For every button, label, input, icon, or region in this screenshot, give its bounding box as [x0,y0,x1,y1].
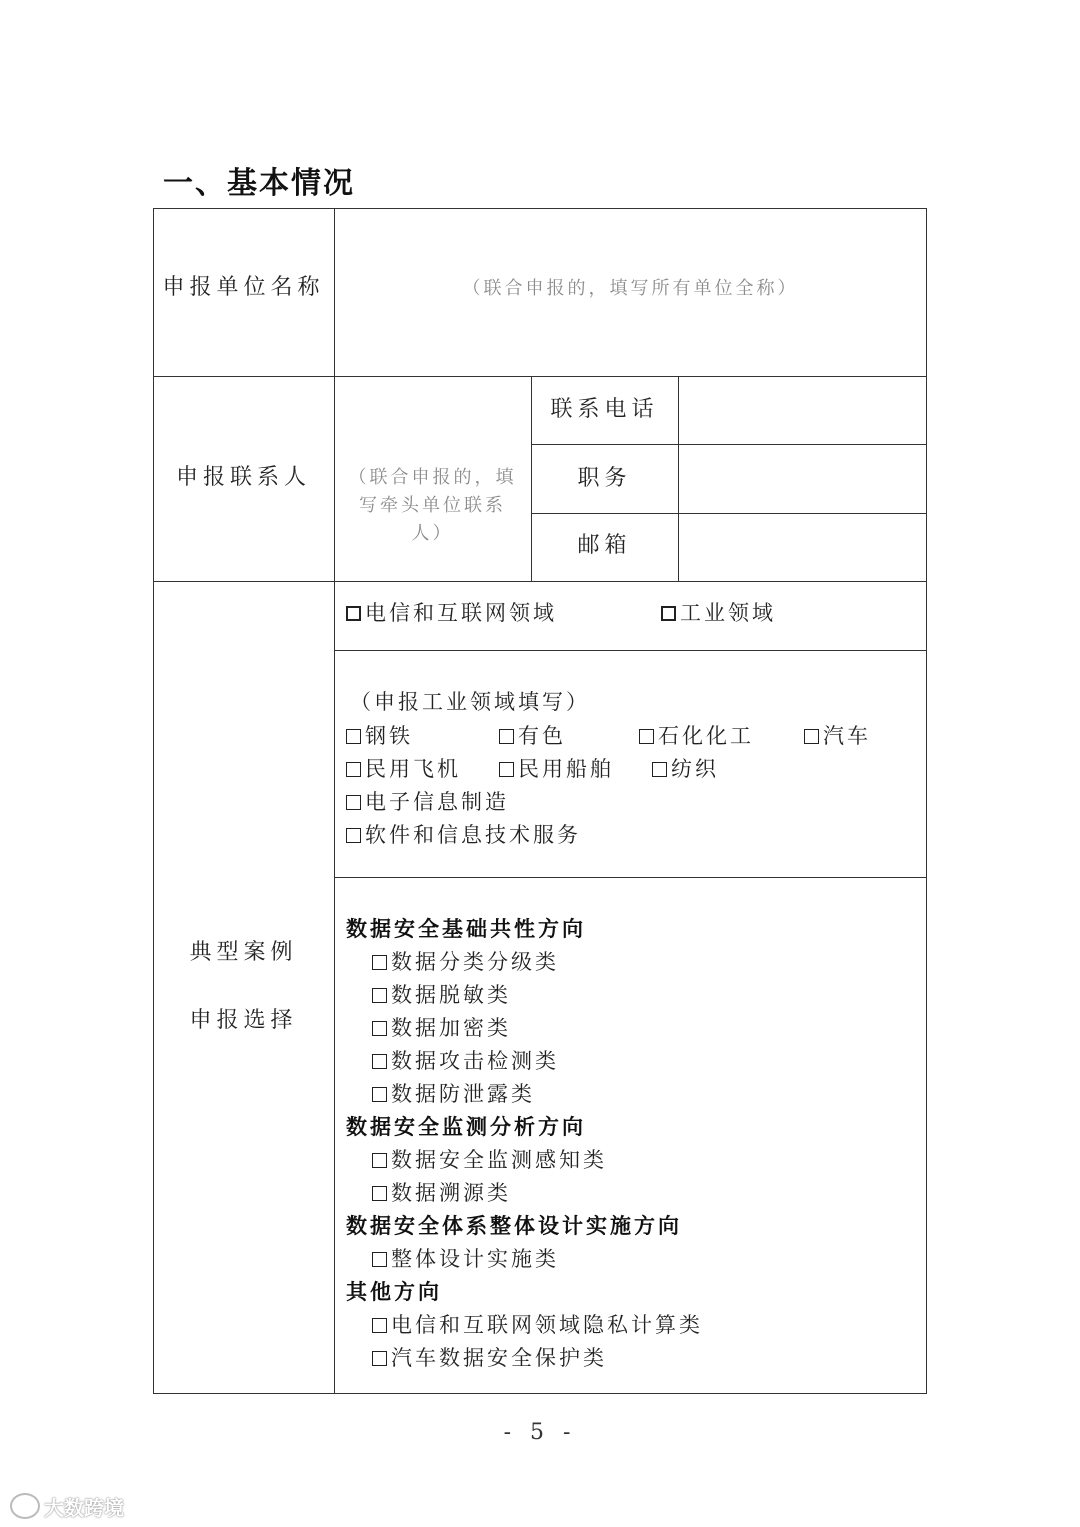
case-selection-label-line2: 申报选择 [189,1008,298,1033]
email-label: 邮箱 [577,533,632,558]
direction-heading: 数据安全体系整体设计实施方向 [346,1213,682,1238]
applicant-name-field[interactable]: （联合申报的，填写所有单位全称） [462,278,799,299]
industry-option[interactable]: 有色 [499,720,566,750]
case-selection-label-line1: 典型案例 [189,940,298,965]
checkbox-icon[interactable] [346,762,361,777]
checkbox-icon[interactable] [499,762,514,777]
checkbox-icon[interactable] [639,729,654,744]
direction-option[interactable]: 数据脱敏类 [372,979,511,1009]
checkbox-icon[interactable] [499,729,514,744]
checkbox-icon[interactable] [372,1153,387,1168]
direction-option[interactable]: 整体设计实施类 [372,1243,559,1273]
direction-option[interactable]: 数据攻击检测类 [372,1045,559,1075]
industry-option[interactable]: 石化化工 [639,720,754,750]
direction-option[interactable]: 数据分类分级类 [372,946,559,976]
checkbox-icon[interactable] [372,955,387,970]
checkbox-icon[interactable] [372,1087,387,1102]
checkbox-icon[interactable] [372,1252,387,1267]
industry-option[interactable]: 纺织 [652,753,719,783]
checkbox-icon[interactable] [661,606,676,621]
direction-heading: 数据安全监测分析方向 [346,1114,586,1139]
checkbox-icon[interactable] [346,606,361,621]
industry-note: （申报工业领域填写） [350,690,590,714]
position-field[interactable] [679,445,926,513]
checkbox-icon[interactable] [346,828,361,843]
contact-hint-line: （联合申报的，填 [348,467,517,488]
checkbox-icon[interactable] [372,988,387,1003]
section-title: 一、基本情况 [163,166,355,201]
position-label: 职务 [577,466,632,491]
direction-option[interactable]: 数据防泄露类 [372,1078,535,1108]
watermark-logo-icon [10,1493,40,1519]
phone-label: 联系电话 [550,397,659,422]
checkbox-icon[interactable] [372,1318,387,1333]
direction-option[interactable]: 数据加密类 [372,1012,511,1042]
industry-option[interactable]: 民用船舶 [499,753,614,783]
checkbox-icon[interactable] [372,1021,387,1036]
industry-option[interactable]: 电子信息制造 [346,786,509,816]
domain-option-telecom[interactable]: 电信和互联网领域 [346,597,557,627]
contact-hint-line: 人） [411,523,454,544]
watermark: 大数跨境 [10,1492,124,1521]
direction-option[interactable]: 数据安全监测感知类 [372,1144,607,1174]
contact-person-label: 申报联系人 [175,465,311,490]
applicant-name-label: 申报单位名称 [162,275,325,300]
checkbox-icon[interactable] [346,795,361,810]
checkbox-icon[interactable] [372,1186,387,1201]
direction-option[interactable]: 电信和互联网领域隐私计算类 [372,1309,703,1339]
industry-option[interactable]: 汽车 [804,720,871,750]
checkbox-icon[interactable] [652,762,667,777]
contact-hint-line: 写牵头单位联系 [359,495,506,516]
email-field[interactable] [679,514,926,581]
checkbox-icon[interactable] [346,729,361,744]
contact-person-field[interactable] [334,464,531,548]
direction-option[interactable]: 数据溯源类 [372,1177,511,1207]
checkbox-icon[interactable] [372,1351,387,1366]
phone-field[interactable] [679,377,926,444]
domain-option-industry[interactable]: 工业领域 [661,597,776,627]
direction-heading: 其他方向 [346,1279,442,1304]
checkbox-icon[interactable] [804,729,819,744]
industry-option[interactable]: 钢铁 [346,720,413,750]
page-number: - 5 - [503,1420,577,1445]
checkbox-icon[interactable] [372,1054,387,1069]
industry-option[interactable]: 民用飞机 [346,753,461,783]
direction-heading: 数据安全基础共性方向 [346,916,586,941]
direction-option[interactable]: 汽车数据安全保护类 [372,1342,607,1372]
industry-option[interactable]: 软件和信息技术服务 [346,819,581,849]
